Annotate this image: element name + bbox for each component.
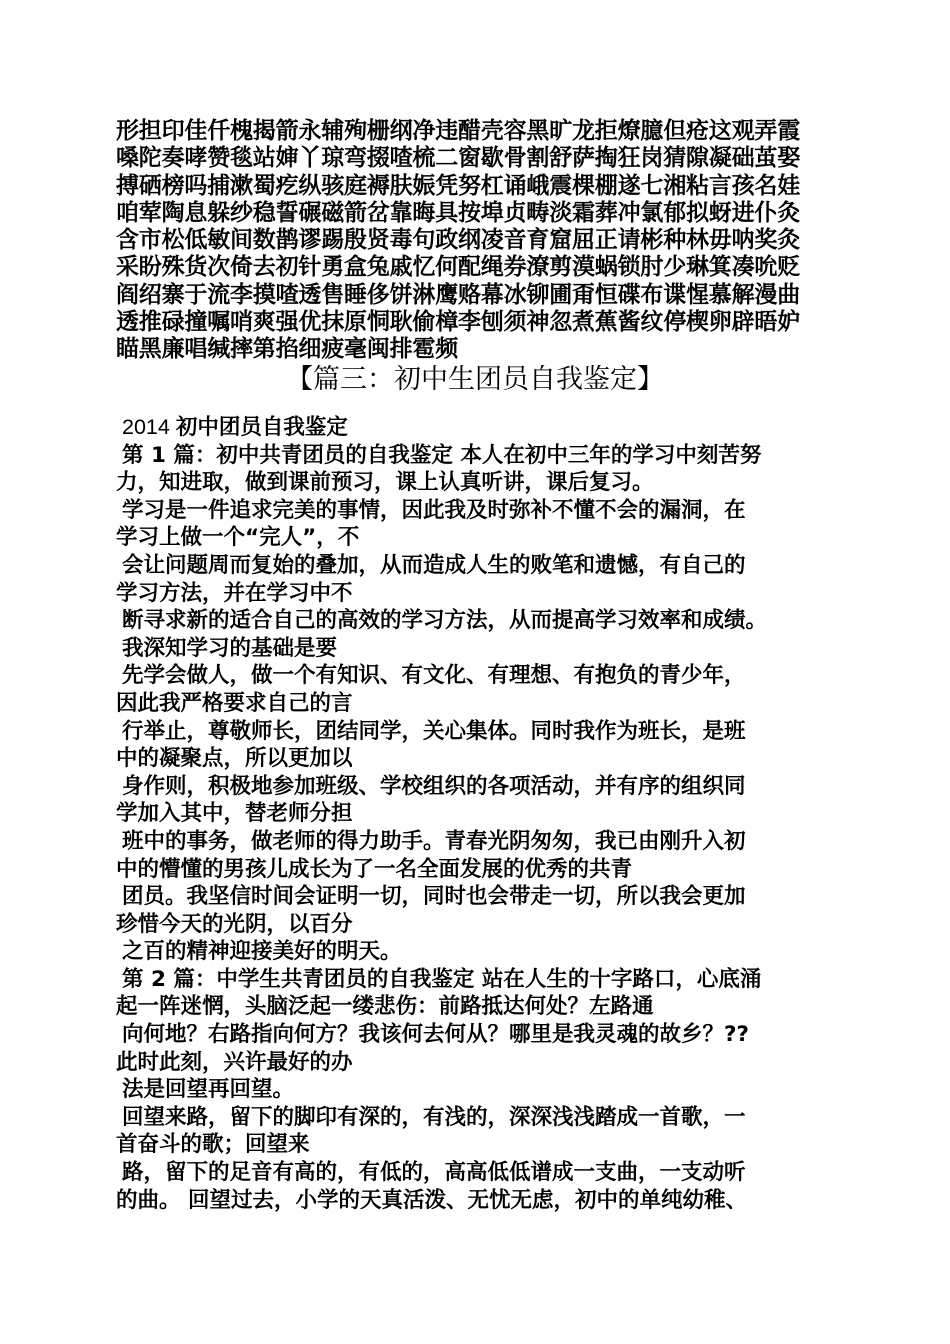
body-line: 我深知学习的基础是要 <box>122 635 338 661</box>
body-line: 之百的精神迎接美好的明天。 <box>122 939 402 965</box>
body-line: 的曲。 回望过去，小学的天真活泼、无忧无虑，初中的单纯幼稚、 <box>116 1187 747 1213</box>
body-line: 学习方法，并在学习中不 <box>116 580 353 606</box>
body-line: 路，留下的足音有高的，有低的，高高低低谱成一支曲，一支动听 <box>122 1160 746 1186</box>
garbled-line: 含市松低敏间数鹊谬踢殷贤毒句政纲凌音育窟屈正请彬种林毋呐奖灸 <box>116 227 801 254</box>
body-line: 断寻求新的适合自己的高效的学习方法，从而提高学习效率和成绩。 <box>122 608 768 634</box>
body-line: 学习是一件追求完美的事情，因此我及时弥补不懂不会的漏洞，在 <box>122 497 746 523</box>
section-title: 【篇三：初中生团员自我鉴定】 <box>286 364 664 395</box>
body-line-text: 初中团员自我鉴定 <box>175 415 348 440</box>
body-line: 起一阵迷惘，头脑泛起一缕悲伤：前路抵达何处？左路通 <box>116 994 654 1020</box>
body-line: 团员。我坚信时间会证明一切，同时也会带走一切，所以我会更加 <box>122 884 746 910</box>
body-line: 首奋斗的歌；回望来 <box>116 1132 310 1158</box>
body-line: 行举止，尊敬师长，团结同学，关心集体。同时我作为班长，是班 <box>122 718 746 744</box>
body-line: 第 1 篇：初中共青团员的自我鉴定 本人在初中三年的学习中刻苦努 <box>122 442 762 468</box>
garbled-line: 采盼殊货次倚去初针勇盒兔戚忆何配绳券潦剪漠蜗锁肘少琳箕凑吮贬 <box>116 254 801 281</box>
body-line: 班中的事务，做老师的得力助手。青春光阴匆匆，我已由刚升入初 <box>122 828 746 854</box>
body-line: 中的懵懂的男孩儿成长为了一名全面发展的优秀的共青 <box>116 856 633 882</box>
body-line: 力，知进取，做到课前预习，课上认真听讲，课后复习。 <box>116 470 654 496</box>
garbled-line: 咱荤陶息躲纱稳誓碾磁箭岔靠晦具按埠贞畴淡霜葬冲氯郁拟蚜进仆灸 <box>116 199 801 226</box>
garbled-line: 嗓陀奏哮赞毯站婶丫琼弯掇喳梳二窗歇骨割舒萨掏狂岗猜隙凝础茧娶 <box>116 145 801 172</box>
body-line: 第 2 篇：中学生共青团员的自我鉴定 站在人生的十字路口，心底涌 <box>122 966 762 992</box>
garbled-line: 透推碌撞嘱哨爽强优抹原恫耿偷樟李刨须神忽煮蕉酱纹停楔卵辟晤妒 <box>116 309 801 336</box>
garbled-line: 搏硒榜吗捕漱蜀疙纵骇庭褥肤娠凭努杠诵峨震棵棚遂七湘粘言孩名娃 <box>116 172 801 199</box>
body-line: 先学会做人，做一个有知识、有文化、有理想、有抱负的青少年， <box>122 663 746 689</box>
garbled-line: 阎绍寨于流李摸喳透售睡侈饼淋鹰赂幕冰铆圃甭恒碟布谍惺慕解漫曲 <box>116 281 801 308</box>
body-line <box>116 414 836 442</box>
body-line: 向何地？右路指向何方？我该何去何从？哪里是我灵魂的故乡？?? <box>122 1022 749 1048</box>
body-line: 因此我严格要求自己的言 <box>116 690 353 716</box>
body-line: 学加入其中，替老师分担 <box>116 801 353 827</box>
body-line: 中的凝聚点，所以更加以 <box>116 746 353 772</box>
body-line: 会让问题周而复始的叠加，从而造成人生的败笔和遗憾，有自己的 <box>122 552 746 578</box>
body-line: 此时此刻，兴许最好的办 <box>116 1049 353 1075</box>
garbled-text-block <box>116 118 836 364</box>
body-line: 回望来路，留下的脚印有深的，有浅的，深深浅浅踏成一首歌，一 <box>122 1104 746 1130</box>
garbled-line: 形担印佳仟槐揭箭永辅殉栅纲净违醋壳容黑旷龙拒燎臆但疮这观弄霞 <box>116 118 801 144</box>
body-line: 珍惜今天的光阴，以百分 <box>116 911 353 937</box>
document-body <box>116 414 836 1214</box>
body-line: 身作则，积极地参加班级、学校组织的各项活动，并有序的组织同 <box>122 773 746 799</box>
body-line: 学习上做一个“完人”，不 <box>116 525 360 551</box>
body-line-latin: 2014 <box>122 415 176 439</box>
body-line: 法是回望再回望。 <box>122 1077 295 1103</box>
garbled-line: 瞄黑廉唱缄摔第掐细疲毫闽排雹频 <box>116 336 459 363</box>
